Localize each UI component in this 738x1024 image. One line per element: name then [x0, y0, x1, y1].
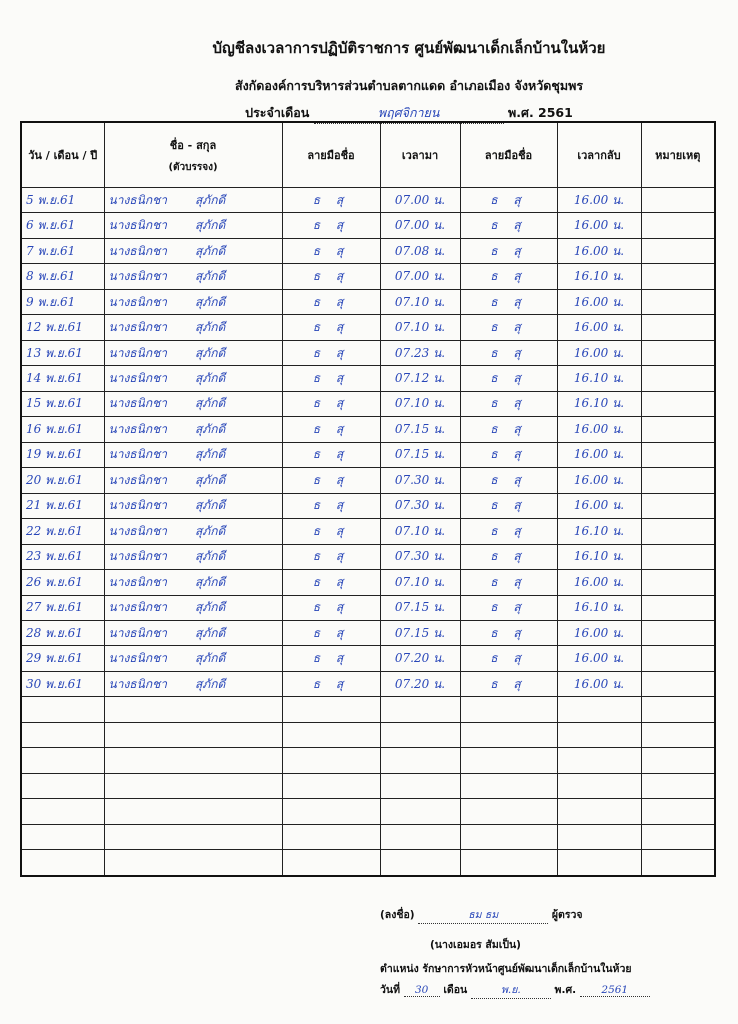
row-first-name: นางธนิกชา	[108, 320, 167, 335]
empty-cell	[282, 824, 380, 849]
row-date: 14 พ.ย.61	[21, 366, 104, 391]
row-time-out: 16.10 น.	[557, 264, 641, 289]
row-time-in: 07.08 น.	[380, 238, 460, 263]
empty-cell	[460, 773, 557, 798]
empty-cell	[21, 722, 104, 747]
row-sign-in: ธ สุ	[282, 264, 380, 289]
row-time-in: 07.15 น.	[380, 417, 460, 442]
row-remark	[641, 289, 715, 314]
table-row-empty	[21, 850, 715, 876]
empty-cell	[104, 773, 282, 798]
row-last-name: สุภักดี	[194, 421, 226, 436]
row-time-out: 16.00 น.	[557, 417, 641, 442]
empty-cell	[380, 722, 460, 747]
row-last-name: สุภักดี	[194, 676, 226, 691]
row-time-out: 16.10 น.	[557, 391, 641, 416]
empty-cell	[641, 799, 715, 824]
document-subtitle: สังกัดองค์การบริหารส่วนตำบลตากแดด อำเภอเมือง จังหวัดชุมพร	[234, 78, 584, 93]
row-last-name: สุภักดี	[194, 498, 226, 513]
row-first-name: นางธนิกชา	[108, 447, 167, 462]
checker-label: ผู้ตรวจ	[551, 909, 583, 921]
row-last-name: สุภักดี	[194, 192, 226, 207]
row-sign-in: ธ สุ	[282, 417, 380, 442]
row-first-name: นางธนิกชา	[108, 472, 167, 487]
row-time-in: 07.30 น.	[380, 544, 460, 569]
row-time-in: 07.15 น.	[380, 442, 460, 467]
row-remark	[641, 417, 715, 442]
col-time-in-header: เวลามา	[380, 122, 460, 188]
row-sign-in: ธ สุ	[282, 340, 380, 365]
table-row-empty	[21, 824, 715, 849]
row-remark	[641, 238, 715, 263]
row-date: 22 พ.ย.61	[21, 519, 104, 544]
empty-cell	[557, 748, 641, 773]
row-name	[104, 493, 282, 518]
row-time-out: 16.00 น.	[557, 493, 641, 518]
table-row	[21, 340, 715, 365]
row-remark	[641, 519, 715, 544]
empty-cell	[641, 697, 715, 722]
row-first-name: นางธนิกชา	[108, 523, 167, 538]
empty-cell	[380, 697, 460, 722]
empty-cell	[380, 824, 460, 849]
row-time-out: 16.00 น.	[557, 213, 641, 238]
row-time-in: 07.30 น.	[380, 493, 460, 518]
table-row	[21, 391, 715, 416]
table-row	[21, 468, 715, 493]
position-label: ตำแหน่ง	[380, 963, 419, 975]
table-row	[21, 289, 715, 314]
row-sign-out: ธ สุ	[460, 264, 557, 289]
row-first-name: นางธนิกชา	[108, 676, 167, 691]
row-date: 19 พ.ย.61	[21, 442, 104, 467]
row-sign-in: ธ สุ	[282, 289, 380, 314]
row-time-out: 16.00 น.	[557, 188, 641, 213]
row-time-out: 16.00 น.	[557, 620, 641, 645]
row-name	[104, 519, 282, 544]
row-date: 21 พ.ย.61	[21, 493, 104, 518]
row-last-name: สุภักดี	[194, 294, 226, 309]
row-time-in: 07.00 น.	[380, 264, 460, 289]
date-line	[380, 981, 650, 999]
empty-cell	[282, 850, 380, 876]
col-name-label: ชื่อ - สกุล	[169, 138, 217, 152]
row-remark	[641, 264, 715, 289]
row-sign-out: ธ สุ	[460, 544, 557, 569]
table-row	[21, 417, 715, 442]
empty-cell	[104, 722, 282, 747]
year-value-footer: 2561	[580, 984, 650, 997]
row-last-name: สุภักดี	[194, 447, 226, 462]
table-row	[21, 646, 715, 671]
row-sign-out: ธ สุ	[460, 493, 557, 518]
empty-cell	[282, 722, 380, 747]
row-date: 5 พ.ย.61	[21, 188, 104, 213]
row-sign-out: ธ สุ	[460, 340, 557, 365]
row-time-in: 07.00 น.	[380, 188, 460, 213]
row-time-out: 16.00 น.	[557, 442, 641, 467]
row-remark	[641, 366, 715, 391]
row-first-name: นางธนิกชา	[108, 218, 167, 233]
row-remark	[641, 595, 715, 620]
empty-cell	[557, 722, 641, 747]
table-body	[21, 188, 715, 877]
row-sign-in: ธ สุ	[282, 315, 380, 340]
year-label-footer: พ.ศ.	[554, 984, 577, 996]
table-row-empty	[21, 722, 715, 747]
row-remark	[641, 570, 715, 595]
row-time-out: 16.00 น.	[557, 646, 641, 671]
row-first-name: นางธนิกชา	[108, 243, 167, 258]
row-remark	[641, 620, 715, 645]
row-sign-in: ธ สุ	[282, 213, 380, 238]
row-sign-in: ธ สุ	[282, 493, 380, 518]
row-name	[104, 570, 282, 595]
row-remark	[641, 646, 715, 671]
checker-signature: ธม ธม	[418, 906, 548, 924]
row-sign-out: ธ สุ	[460, 646, 557, 671]
row-sign-in: ธ สุ	[282, 671, 380, 696]
empty-cell	[380, 799, 460, 824]
empty-cell	[460, 799, 557, 824]
day-label: วันที่	[380, 984, 400, 996]
table-row	[21, 493, 715, 518]
row-remark	[641, 188, 715, 213]
row-first-name: นางธนิกชา	[108, 549, 167, 564]
row-sign-out: ธ สุ	[460, 366, 557, 391]
empty-cell	[282, 773, 380, 798]
footer-sign-line	[380, 906, 583, 924]
col-remark-header: หมายเหตุ	[641, 122, 715, 188]
row-date: 28 พ.ย.61	[21, 620, 104, 645]
row-time-in: 07.10 น.	[380, 289, 460, 314]
row-name	[104, 188, 282, 213]
row-sign-out: ธ สุ	[460, 315, 557, 340]
row-last-name: สุภักดี	[194, 600, 226, 615]
row-time-out: 16.10 น.	[557, 519, 641, 544]
empty-cell	[460, 722, 557, 747]
empty-cell	[104, 748, 282, 773]
row-name	[104, 238, 282, 263]
attendance-table	[20, 121, 716, 877]
row-remark	[641, 493, 715, 518]
row-sign-in: ธ สุ	[282, 544, 380, 569]
row-time-out: 16.00 น.	[557, 671, 641, 696]
row-sign-out: ธ สุ	[460, 519, 557, 544]
empty-cell	[380, 773, 460, 798]
empty-cell	[380, 850, 460, 876]
row-date: 23 พ.ย.61	[21, 544, 104, 569]
row-name	[104, 213, 282, 238]
row-remark	[641, 213, 715, 238]
empty-cell	[641, 824, 715, 849]
empty-cell	[21, 748, 104, 773]
empty-cell	[557, 773, 641, 798]
row-sign-in: ธ สุ	[282, 570, 380, 595]
row-first-name: นางธนิกชา	[108, 498, 167, 513]
empty-cell	[21, 697, 104, 722]
row-sign-in: ธ สุ	[282, 519, 380, 544]
col-sign-in-header: ลายมือชื่อ	[282, 122, 380, 188]
row-first-name: นางธนิกชา	[108, 625, 167, 640]
empty-cell	[21, 824, 104, 849]
row-sign-in: ธ สุ	[282, 366, 380, 391]
position-line	[380, 960, 632, 977]
row-first-name: นางธนิกชา	[108, 574, 167, 589]
row-first-name: นางธนิกชา	[108, 269, 167, 284]
row-sign-out: ธ สุ	[460, 442, 557, 467]
table-row-empty	[21, 697, 715, 722]
table-row-empty	[21, 799, 715, 824]
table-row	[21, 366, 715, 391]
row-date: 6 พ.ย.61	[21, 213, 104, 238]
row-time-in: 07.15 น.	[380, 595, 460, 620]
row-date: 7 พ.ย.61	[21, 238, 104, 263]
row-sign-out: ธ สุ	[460, 238, 557, 263]
row-time-out: 16.10 น.	[557, 595, 641, 620]
table-row	[21, 595, 715, 620]
row-name	[104, 468, 282, 493]
row-name	[104, 620, 282, 645]
row-first-name: นางธนิกชา	[108, 421, 167, 436]
table-row	[21, 620, 715, 645]
table-row	[21, 671, 715, 696]
row-last-name: สุภักดี	[194, 625, 226, 640]
row-first-name: นางธนิกชา	[108, 192, 167, 207]
row-sign-out: ธ สุ	[460, 595, 557, 620]
row-remark	[641, 391, 715, 416]
empty-cell	[380, 748, 460, 773]
row-name	[104, 442, 282, 467]
empty-cell	[641, 748, 715, 773]
row-name	[104, 671, 282, 696]
empty-cell	[104, 799, 282, 824]
row-time-in: 07.15 น.	[380, 620, 460, 645]
row-remark	[641, 315, 715, 340]
row-time-out: 16.10 น.	[557, 366, 641, 391]
row-time-out: 16.00 น.	[557, 340, 641, 365]
empty-cell	[557, 824, 641, 849]
empty-cell	[641, 850, 715, 876]
row-remark	[641, 340, 715, 365]
empty-cell	[460, 697, 557, 722]
document-title: บัญชีลงเวลาการปฏิบัติราชการ ศูนย์พัฒนาเด็กเล็กบ้านในห้วย	[212, 39, 606, 57]
row-last-name: สุภักดี	[194, 371, 226, 386]
row-sign-in: ธ สุ	[282, 646, 380, 671]
table-header-row	[21, 122, 715, 188]
row-time-in: 07.23 น.	[380, 340, 460, 365]
empty-cell	[21, 799, 104, 824]
row-remark	[641, 671, 715, 696]
row-remark	[641, 544, 715, 569]
row-sign-in: ธ สุ	[282, 238, 380, 263]
row-sign-out: ธ สุ	[460, 620, 557, 645]
row-name	[104, 366, 282, 391]
row-sign-out: ธ สุ	[460, 213, 557, 238]
row-first-name: นางธนิกชา	[108, 371, 167, 386]
empty-cell	[460, 748, 557, 773]
row-time-out: 16.10 น.	[557, 544, 641, 569]
row-date: 16 พ.ย.61	[21, 417, 104, 442]
empty-cell	[557, 850, 641, 876]
table-row	[21, 544, 715, 569]
row-name	[104, 264, 282, 289]
row-name	[104, 417, 282, 442]
row-last-name: สุภักดี	[194, 472, 226, 487]
row-last-name: สุภักดี	[194, 345, 226, 360]
table-row	[21, 188, 715, 213]
row-sign-out: ธ สุ	[460, 417, 557, 442]
row-time-out: 16.00 น.	[557, 570, 641, 595]
table-row	[21, 570, 715, 595]
row-first-name: นางธนิกชา	[108, 651, 167, 666]
month-label-footer: เดือน	[443, 984, 468, 996]
col-sign-out-header: ลายมือชื่อ	[460, 122, 557, 188]
row-name	[104, 595, 282, 620]
row-sign-out: ธ สุ	[460, 671, 557, 696]
table-row	[21, 213, 715, 238]
empty-cell	[282, 697, 380, 722]
empty-cell	[104, 697, 282, 722]
row-date: 15 พ.ย.61	[21, 391, 104, 416]
col-name-header	[104, 122, 282, 188]
row-time-in: 07.12 น.	[380, 366, 460, 391]
row-time-in: 07.10 น.	[380, 519, 460, 544]
empty-cell	[557, 697, 641, 722]
row-sign-out: ธ สุ	[460, 188, 557, 213]
row-sign-out: ธ สุ	[460, 468, 557, 493]
row-date: 9 พ.ย.61	[21, 289, 104, 314]
row-time-out: 16.00 น.	[557, 468, 641, 493]
month-value: พฤศจิกายน	[314, 103, 504, 124]
empty-cell	[21, 850, 104, 876]
signer-name: (นางเอมอร สัมเป็น)	[430, 939, 521, 951]
row-name	[104, 289, 282, 314]
day-value: 30	[404, 984, 440, 997]
row-date: 27 พ.ย.61	[21, 595, 104, 620]
row-name	[104, 646, 282, 671]
row-first-name: นางธนิกชา	[108, 600, 167, 615]
row-sign-in: ธ สุ	[282, 391, 380, 416]
row-first-name: นางธนิกชา	[108, 294, 167, 309]
row-sign-in: ธ สุ	[282, 595, 380, 620]
table-row-empty	[21, 773, 715, 798]
row-date: 26 พ.ย.61	[21, 570, 104, 595]
table-row-empty	[21, 748, 715, 773]
row-date: 30 พ.ย.61	[21, 671, 104, 696]
row-time-in: 07.00 น.	[380, 213, 460, 238]
row-name	[104, 315, 282, 340]
row-time-in: 07.30 น.	[380, 468, 460, 493]
row-date: 12 พ.ย.61	[21, 315, 104, 340]
row-last-name: สุภักดี	[194, 243, 226, 258]
col-time-out-header: เวลากลับ	[557, 122, 641, 188]
row-sign-out: ธ สุ	[460, 289, 557, 314]
row-sign-in: ธ สุ	[282, 620, 380, 645]
row-first-name: นางธนิกชา	[108, 345, 167, 360]
row-name	[104, 391, 282, 416]
col-date-header: วัน / เดือน / ปี	[21, 122, 104, 188]
position-value: รักษาการหัวหน้าศูนย์พัฒนาเด็กเล็กบ้านในห้วย	[422, 963, 632, 975]
table-row	[21, 315, 715, 340]
row-last-name: สุภักดี	[194, 523, 226, 538]
row-last-name: สุภักดี	[194, 549, 226, 564]
month-value-footer: พ.ย.	[471, 981, 551, 999]
row-sign-out: ธ สุ	[460, 570, 557, 595]
table-row	[21, 264, 715, 289]
month-label: ประจำเดือน	[245, 105, 310, 120]
row-sign-in: ธ สุ	[282, 188, 380, 213]
empty-cell	[282, 748, 380, 773]
row-time-out: 16.00 น.	[557, 238, 641, 263]
row-time-in: 07.10 น.	[380, 391, 460, 416]
row-date: 29 พ.ย.61	[21, 646, 104, 671]
row-last-name: สุภักดี	[194, 651, 226, 666]
empty-cell	[104, 850, 282, 876]
row-time-out: 16.00 น.	[557, 289, 641, 314]
table-row	[21, 519, 715, 544]
row-last-name: สุภักดี	[194, 269, 226, 284]
year-label: พ.ศ. 2561	[508, 105, 573, 120]
row-remark	[641, 468, 715, 493]
row-date: 8 พ.ย.61	[21, 264, 104, 289]
empty-cell	[460, 850, 557, 876]
row-date: 13 พ.ย.61	[21, 340, 104, 365]
row-first-name: นางธนิกชา	[108, 396, 167, 411]
empty-cell	[282, 799, 380, 824]
row-name	[104, 340, 282, 365]
sign-label: (ลงชื่อ)	[380, 909, 415, 921]
row-sign-in: ธ สุ	[282, 468, 380, 493]
row-last-name: สุภักดี	[194, 320, 226, 335]
row-last-name: สุภักดี	[194, 396, 226, 411]
empty-cell	[21, 773, 104, 798]
row-sign-out: ธ สุ	[460, 391, 557, 416]
empty-cell	[104, 824, 282, 849]
row-date: 20 พ.ย.61	[21, 468, 104, 493]
table-row	[21, 442, 715, 467]
empty-cell	[557, 799, 641, 824]
row-time-in: 07.20 น.	[380, 646, 460, 671]
empty-cell	[641, 773, 715, 798]
empty-cell	[641, 722, 715, 747]
table-row	[21, 238, 715, 263]
row-last-name: สุภักดี	[194, 218, 226, 233]
row-time-out: 16.00 น.	[557, 315, 641, 340]
row-sign-in: ธ สุ	[282, 442, 380, 467]
row-last-name: สุภักดี	[194, 574, 226, 589]
row-time-in: 07.10 น.	[380, 315, 460, 340]
row-time-in: 07.20 น.	[380, 671, 460, 696]
row-name	[104, 544, 282, 569]
row-time-in: 07.10 น.	[380, 570, 460, 595]
empty-cell	[460, 824, 557, 849]
row-remark	[641, 442, 715, 467]
col-name-sublabel: (ตัวบรรจง)	[168, 161, 218, 173]
